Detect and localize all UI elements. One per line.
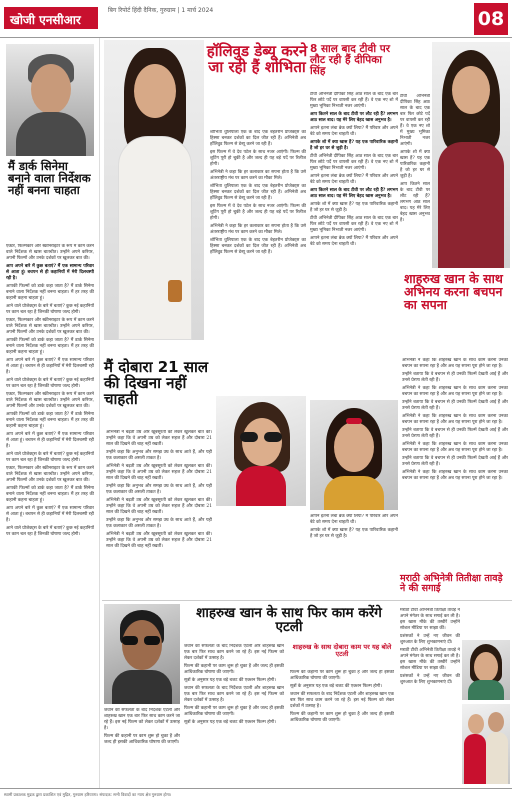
actress-glasses-photo <box>216 396 306 506</box>
center-body: शोभिता धुलिपाला एक के बाद एक बेहतरीन प्रोजेक्ट्स का हिस्सा बनकर दर्शकों का दिल जीत रही हैं। अभिनेत्री अब हॉलिवुड फिल्म से डेब्यू करने जा रही हैं। इस फिल्म में वे देव पटेल के साथ नजर आएंगी। फिल्म की शूटिंग पूरी हो चुकी है और जल्द ही यह बड़े पर्दे पर रिलीज होगी। अभिनेत्री ने कहा कि हर कलाकार का सपना होता है कि उसे अंतरराष्ट्रीय मंच पर काम करने का मौका मिले। शोभिता धुलिपाला एक के बाद एक बेहतरीन प्रोजेक्ट्स का हिस्सा बनकर दर्शकों का दिल जीत रही हैं। अभिनेत्री अब हॉलिवुड फिल्म से डेब्यू करने जा रही हैं। इस फिल्म में वे देव पटेल के साथ नजर आएंगी। फिल्म की शूटिंग पूरी हो चुकी है और जल्द ही यह बड़े पर्दे पर रिलीज होगी। अभिनेत्री ने कहा कि हर कलाकार का सपना होता है कि उसे अंतरराष्ट्रीय मंच पर काम करने का मौका मिले। शोभिता धुलिपाला एक के बाद एक बेहतरीन प्रोजेक्ट्स का हिस्सा बनकर दर्शकों का दिल जीत रही हैं। अभिनेत्री अब हॉलिवुड फिल्म से डेब्यू करने जा रही हैं। <box>210 130 306 255</box>
top-right-headline: 8 साल बाद टीवी पर लौट रही हैं दीपिका सिंह <box>310 43 390 78</box>
right-top-body: टीवी अभिनेत्री दीपिका सिंह आठ साल के बाद एक बार फिर छोटे पर्दे पर वापसी कर रही हैं। वे एक नए शो में मुख्य भूमिका निभाती नजर आएंगी। आपके शो में क्या खास है? यह एक पारिवारिक कहानी है जो हर घर से जुड़ी है। आप कितने साल के बाद टीवी पर लौट रही हैं? लगभग आठ साल बाद। यह मेरे लिए बेहद खास अनुभव है। <box>400 94 430 223</box>
page-number: 08 <box>474 3 508 35</box>
bottom-body-middle: जवान की सफलता के बाद निर्देशक एटली और शाहरुख खान एक बार फिर साथ काम करने जा रहे हैं। इस नई फिल्म को लेकर दर्शकों में उत्साह है। फिल्म की कहानी पर काम शुरू हो चुका है और जल्द ही इसकी आधिकारिक घोषणा की जाएगी। सूत्रों के अनुसार यह एक बड़े बजट की एक्शन फिल्म होगी। जवान की सफलता के बाद निर्देशक एटली और शाहरुख खान एक बार फिर साथ काम करने जा रहे हैं। इस नई फिल्म को लेकर दर्शकों में उत्साह है। फिल्म की कहानी पर काम शुरू हो चुका है और जल्द ही इसकी आधिकारिक घोषणा की जाएगी। सूत्रों के अनुसार यह एक बड़े बजट की एक्शन फिल्म होगी। <box>184 644 284 725</box>
bottom-right-body: मराठी टीवी अभिनेत्री तितीक्षा तावड़े ने अपने मंगेतर के साथ सगाई कर ली है। इस खास मौके की तस्वीरें उन्होंने सोशल मीडिया पर साझा कीं। प्रशंसकों ने उन्हें नए जीवन की शुरुआत के लिए शुभकामनाएं दीं। मराठी टीवी अभिनेत्री तितीक्षा तावड़े ने अपने मंगेतर के साथ सगाई कर ली है। इस खास मौके की तस्वीरें उन्होंने सोशल मीडिया पर साझा कीं। प्रशंसकों ने उन्हें नए जीवन की शुरुआत के लिए शुभकामनाएं दीं। <box>400 608 460 685</box>
right-column <box>398 38 512 571</box>
center-headline: हॉलिवुड डेब्यू करने जा रही हैं शोभिता <box>206 42 308 76</box>
page-footer: स्वामी प्रकाशक मुद्रक द्वारा प्रकाशित एवं मुद्रित, गुरुग्राम हरियाणा। संपादक: सभी विवादों का न्याय क्षेत्र गुरुग्राम होगा। <box>0 788 512 800</box>
top-right-body-continued: आपने इतना लंबा ब्रेक क्यों लिया? मैं परिवार और अपने बेटे को समय देना चाहती थी। आपके शो में क्या खास है? यह एक पारिवारिक कहानी है जो हर घर से जुड़ी है। <box>310 514 398 539</box>
section-divider <box>102 600 512 601</box>
center-bottom-body: अभिनेत्री ने बढ़ती उम्र और खूबसूरती को लेकर खुलकर बात की। उन्होंने कहा कि वे अपनी उम्र को लेकर सहज हैं और दोबारा 21 साल की दिखने की चाह नहीं रखतीं। उन्होंने कहा कि अनुभव और समझ उम्र के साथ आते हैं, और यही एक कलाकार की असली ताकत है। अभिनेत्री ने बढ़ती उम्र और खूबसूरती को लेकर खुलकर बात की। उन्होंने कहा कि वे अपनी उम्र को लेकर सहज हैं और दोबारा 21 साल की दिखने की चाह नहीं रखतीं। उन्होंने कहा कि अनुभव और समझ उम्र के साथ आते हैं, और यही एक कलाकार की असली ताकत है। अभिनेत्री ने बढ़ती उम्र और खूबसूरती को लेकर खुलकर बात की। उन्होंने कहा कि वे अपनी उम्र को लेकर सहज हैं और दोबारा 21 साल की दिखने की चाह नहीं रखतीं। उन्होंने कहा कि अनुभव और समझ उम्र के साथ आते हैं, और यही एक कलाकार की असली ताकत है। अभिनेत्री ने बढ़ती उम्र और खूबसूरती को लेकर खुलकर बात की। उन्होंने कहा कि वे अपनी उम्र को लेकर सहज हैं और दोबारा 21 साल की दिखने की चाह नहीं रखतीं। <box>106 430 212 549</box>
section-tag: खोजी एनसीआर <box>4 7 98 29</box>
director-photo <box>6 44 94 156</box>
couple-photo <box>462 704 510 784</box>
bottom-headline: शाहरुख खान के साथ फिर काम करेंगे एटली <box>196 605 382 636</box>
left-headline: मैं डार्क सिनेमा बनाने वाला निर्देशक नहीं बनना चाहता <box>8 159 91 198</box>
deepika-singh-photo <box>310 400 398 510</box>
left-column <box>0 38 100 788</box>
bottom-body-left: जवान की सफलता के बाद निर्देशक एटली और शाहरुख खान एक बार फिर साथ काम करने जा रहे हैं। इस नई फिल्म को लेकर दर्शकों में उत्साह है। फिल्म की कहानी पर काम शुरू हो चुका है और जल्द ही इसकी आधिकारिक घोषणा की जाएगी। <box>104 708 180 745</box>
bottom-subhead: शाहरुख के साथ दोबारा काम पर यह बोले एटली <box>292 643 392 658</box>
publication-line: बिग रिपोर्ट हिंदी दैनिक, गुरुग्राम | 1 मार्च 2024 <box>108 7 214 14</box>
bottom-body-right: फिल्म की कहानी पर काम शुरू हो चुका है और जल्द ही इसकी आधिकारिक घोषणा की जाएगी। सूत्रों के अनुसार यह एक बड़े बजट की एक्शन फिल्म होगी। जवान की सफलता के बाद निर्देशक एटली और शाहरुख खान एक बार फिर साथ काम करने जा रहे हैं। इस नई फिल्म को लेकर दर्शकों में उत्साह है। फिल्म की कहानी पर काम शुरू हो चुका है और जल्द ही इसकी आधिकारिक घोषणा की जाएगी। <box>290 670 394 723</box>
center-bottom-headline: मैं दोबारा 21 साल की दिखना नहीं चाहती <box>104 358 209 408</box>
left-body: एक्टर, फिल्मकार और स्क्रीनराइटर के रूप में काम करने वाले निर्देशक से खास बातचीत। उन्होंने अपने करियर, अपनी फिल्मों और उनके दर्शकों पर खुलकर बात की। आप अपने बारे में कुछ बताएं? मैं एक सामान्य परिवार से आता हूं। बचपन से ही कहानियों में मेरी दिलचस्पी रही है। आपकी फिल्मों को डार्क कहा जाता है? मैं डार्क सिनेमा बनाने वाला निर्देशक नहीं बनना चाहता। मैं हर तरह की कहानी कहना चाहता हूं। आने वाले प्रोजेक्ट्स के बारे में बताएं? कुछ नई कहानियों पर काम चल रहा है जिनकी घोषणा जल्द होगी। एक्टर, फिल्मकार और स्क्रीनराइटर के रूप में काम करने वाले निर्देशक से खास बातचीत। उन्होंने अपने करियर, अपनी फिल्मों और उनके दर्शकों पर खुलकर बात की। आपकी फिल्मों को डार्क कहा जाता है? मैं डार्क सिनेमा बनाने वाला निर्देशक नहीं बनना चाहता। मैं हर तरह की कहानी कहना चाहता हूं। आप अपने बारे में कुछ बताएं? मैं एक सामान्य परिवार से आता हूं। बचपन से ही कहानियों में मेरी दिलचस्पी रही है। आने वाले प्रोजेक्ट्स के बारे में बताएं? कुछ नई कहानियों पर काम चल रहा है जिनकी घोषणा जल्द होगी। एक्टर, फिल्मकार और स्क्रीनराइटर के रूप में काम करने वाले निर्देशक से खास बातचीत। उन्होंने अपने करियर, अपनी फिल्मों और उनके दर्शकों पर खुलकर बात की। आपकी फिल्मों को डार्क कहा जाता है? मैं डार्क सिनेमा बनाने वाला निर्देशक नहीं बनना चाहता। मैं हर तरह की कहानी कहना चाहता हूं। आप अपने बारे में कुछ बताएं? मैं एक सामान्य परिवार से आता हूं। बचपन से ही कहानियों में मेरी दिलचस्पी रही है। आने वाले प्रोजेक्ट्स के बारे में बताएं? कुछ नई कहानियों पर काम चल रहा है जिनकी घोषणा जल्द होगी। एक्टर, फिल्मकार और स्क्रीनराइटर के रूप में काम करने वाले निर्देशक से खास बातचीत। उन्होंने अपने करियर, अपनी फिल्मों और उनके दर्शकों पर खुलकर बात की। आपकी फिल्मों को डार्क कहा जाता है? मैं डार्क सिनेमा बनाने वाला निर्देशक नहीं बनना चाहता। मैं हर तरह की कहानी कहना चाहता हूं। आप अपने बारे में कुछ बताएं? मैं एक सामान्य परिवार से आता हूं। बचपन से ही कहानियों में मेरी दिलचस्पी रही है। आने वाले प्रोजेक्ट्स के बारे में बताएं? कुछ नई कहानियों पर काम चल रहा है जिनकी घोषणा जल्द होगी। <box>6 244 94 537</box>
bhumi-photo <box>432 42 510 268</box>
page-header <box>0 0 512 38</box>
bottom-right-headline: मराठी अभिनेत्री तितीक्षा तावड़े ने की सगाई <box>400 573 503 594</box>
right-body: अभिनेत्री ने कहा कि शाहरुख खान के साथ काम करना उनका बचपन का सपना रहा है और अब यह सपना पूरा होने जा रहा है। उन्होंने बताया कि वे बचपन से ही उनकी फिल्में देखती आई हैं और उनसे प्रेरणा लेती रही हैं। अभिनेत्री ने कहा कि शाहरुख खान के साथ काम करना उनका बचपन का सपना रहा है और अब यह सपना पूरा होने जा रहा है। उन्होंने बताया कि वे बचपन से ही उनकी फिल्में देखती आई हैं और उनसे प्रेरणा लेती रही हैं। अभिनेत्री ने कहा कि शाहरुख खान के साथ काम करना उनका बचपन का सपना रहा है और अब यह सपना पूरा होने जा रहा है। उन्होंने बताया कि वे बचपन से ही उनकी फिल्में देखती आई हैं और उनसे प्रेरणा लेती रही हैं। अभिनेत्री ने कहा कि शाहरुख खान के साथ काम करना उनका बचपन का सपना रहा है और अब यह सपना पूरा होने जा रहा है। उन्होंने बताया कि वे बचपन से ही उनकी फिल्में देखती आई हैं और उनसे प्रेरणा लेती रही हैं। अभिनेत्री ने कहा कि शाहरुख खान के साथ काम करना उनका बचपन का सपना रहा है और अब यह सपना पूरा होने जा रहा है। <box>402 358 508 481</box>
atlee-photo <box>104 604 180 704</box>
right-headline: शाहरुख खान के साथ अभिनय करना बचपन का सपना <box>404 271 503 313</box>
top-right-body: टीवी अभिनेत्री दीपिका सिंह आठ साल के बाद एक बार फिर छोटे पर्दे पर वापसी कर रही हैं। वे एक नए शो में मुख्य भूमिका निभाती नजर आएंगी। आप कितने साल के बाद टीवी पर लौट रही हैं? लगभग आठ साल बाद। यह मेरे लिए बेहद खास अनुभव है। आपने इतना लंबा ब्रेक क्यों लिया? मैं परिवार और अपने बेटे को समय देना चाहती थी। आपके शो में क्या खास है? यह एक पारिवारिक कहानी है जो हर घर से जुड़ी है। टीवी अभिनेत्री दीपिका सिंह आठ साल के बाद एक बार फिर छोटे पर्दे पर वापसी कर रही हैं। वे एक नए शो में मुख्य भूमिका निभाती नजर आएंगी। आपने इतना लंबा ब्रेक क्यों लिया? मैं परिवार और अपने बेटे को समय देना चाहती थी। आप कितने साल के बाद टीवी पर लौट रही हैं? लगभग आठ साल बाद। यह मेरे लिए बेहद खास अनुभव है। आपके शो में क्या खास है? यह एक पारिवारिक कहानी है जो हर घर से जुड़ी है। टीवी अभिनेत्री दीपिका सिंह आठ साल के बाद एक बार फिर छोटे पर्दे पर वापसी कर रही हैं। वे एक नए शो में मुख्य भूमिका निभाती नजर आएंगी। आपने इतना लंबा ब्रेक क्यों लिया? मैं परिवार और अपने बेटे को समय देना चाहती थी। <box>310 92 398 247</box>
actress-photo <box>104 40 204 340</box>
titeekshaa-photo <box>462 640 510 700</box>
